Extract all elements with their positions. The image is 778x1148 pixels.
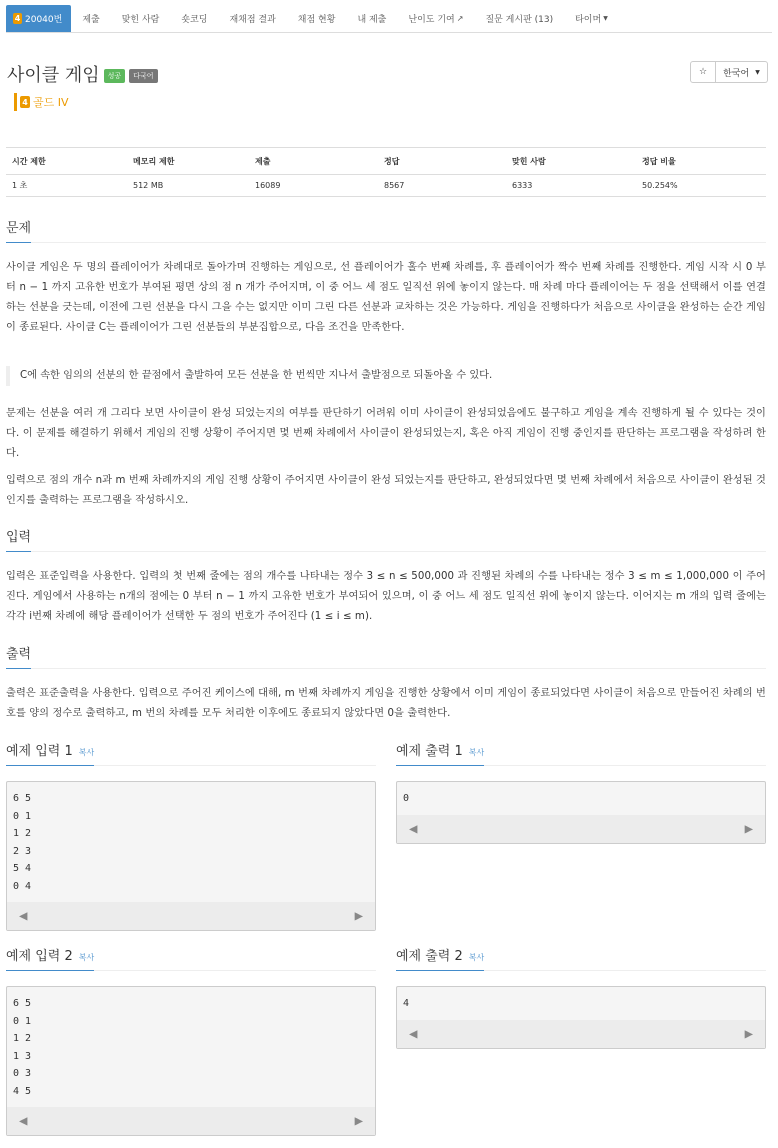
language-badge: 다국어 xyxy=(129,69,157,83)
title-row xyxy=(7,61,158,87)
scroll-right-icon[interactable]: ▶ xyxy=(744,1026,753,1042)
header-solved-users: 맞힌 사람 xyxy=(506,148,636,175)
sample-output-1-header xyxy=(396,740,766,766)
problem-section-header xyxy=(6,217,766,243)
sample-output-1-label: 예제 출력 1 xyxy=(396,744,463,759)
copy-sample-input-1-link[interactable]: 복사 xyxy=(78,748,95,757)
tier-link[interactable] xyxy=(14,93,69,111)
problem-description-p3: 입력으로 점의 개수 n과 m 번째 차례까지의 게임 진행 상황이 주어지면 사이클이 완성 되었는지를 판단하고, 완성되었다면 몇 번째 차례에서 처음으로 사이클이 완성된 것인지를 출력하는 프로그램을 작성하시오. xyxy=(6,475,766,506)
nav-difficulty-label: 난이도 기여 xyxy=(408,15,455,25)
horizontal-scrollbar[interactable] xyxy=(397,1020,765,1048)
header-memory-limit: 메모리 제한 xyxy=(127,148,249,175)
sample-output-2-box xyxy=(396,986,766,1049)
output-section-header xyxy=(6,643,766,669)
tier-label: 골드 IV xyxy=(33,96,69,109)
input-section-title: 입력 xyxy=(6,526,31,552)
header-time-limit: 시간 제한 xyxy=(6,148,127,175)
nav-timer-dropdown[interactable] xyxy=(564,5,619,32)
sample-output-1-box xyxy=(396,781,766,844)
sample-output-1-text: 0 xyxy=(403,793,410,804)
nav-solved-users[interactable]: 맞힌 사람 xyxy=(121,15,160,25)
scroll-left-icon[interactable]: ◀ xyxy=(409,821,418,837)
table-header-row xyxy=(6,148,766,175)
scroll-right-icon[interactable]: ▶ xyxy=(744,821,753,837)
nav-rejudge-results[interactable]: 재채점 결과 xyxy=(229,15,276,25)
nav-problem-number[interactable] xyxy=(6,5,71,32)
problem-toolbar xyxy=(690,61,768,83)
caret-down-icon: ▼ xyxy=(755,68,760,76)
sample-output-2-header xyxy=(396,945,766,971)
scroll-left-icon[interactable]: ◀ xyxy=(19,908,28,924)
problem-description-p1: 사이클 게임은 두 명의 플레이어가 차례대로 돌아가며 진행하는 게임으로, 선 플레이어가 홀수 번째 차례를, 후 플레이어가 짝수 번째 차례를 진행한다. 게임 시작 시 0 부터 n − 1 까지 고유한 번호가 부여된 평면 상의 점 n 개가 주어지며, 이 중 어느 세 점도 일직선 위에 놓이지 않는다. 매 차례 마다 플레이어는 두 점을 선택해서 이를 연결하는 선분을 긋는데, 이전에 그린 선분을 다시 그을 수는 없지만 이미 그린 다른 선분과 교차하는 것은 가능하다. 게임을 진행하다가 처음으로 사이클을 완성하는 순간 게임이 종료된다. 사이클 C는 플레이어가 그린 선분들의 부분집합으로, 다음 조건을 만족한다. xyxy=(6,262,766,333)
scroll-left-icon[interactable]: ◀ xyxy=(19,1113,28,1129)
external-link-icon: ↗ xyxy=(456,14,464,23)
scroll-right-icon[interactable]: ▶ xyxy=(354,1113,363,1129)
problem-nav xyxy=(6,5,772,33)
sample-input-1-box xyxy=(6,781,376,931)
nav-problem-number-label: 20040번 xyxy=(25,15,63,25)
language-select-value: 한국어 xyxy=(723,68,750,79)
nav-question-board[interactable]: 질문 게시판 (13) xyxy=(485,15,554,25)
time-limit-value: 1 초 xyxy=(6,175,127,197)
sample-input-2-header xyxy=(6,945,376,971)
sample-input-1-header xyxy=(6,740,376,766)
sample-output-2-title xyxy=(396,945,484,971)
header-accepted: 정답 xyxy=(378,148,506,175)
output-description: 출력은 표준출력을 사용한다. 입력으로 주어진 케이스에 대해, m 번째 차례까지 게임을 진행한 상황에서 이미 게임이 종료되었다면 사이클이 처음으로 만들어진 차례의 번호를 양의 정수로 출력하고, m 번의 차례를 모두 처리한 이후에도 종료되지 않았다면 0을 출력한다. xyxy=(6,688,766,719)
solved-users-value: 6333 xyxy=(506,175,636,197)
nav-timer-label: 타이머 xyxy=(575,15,602,25)
accept-ratio-value: 50.254% xyxy=(636,175,766,197)
copy-sample-input-2-link[interactable]: 복사 xyxy=(78,953,95,962)
horizontal-scrollbar[interactable] xyxy=(7,902,375,930)
sample-input-2-box xyxy=(6,986,376,1136)
sample-input-1-label: 예제 입력 1 xyxy=(6,744,73,759)
problem-description-p2: 문제는 선분을 여러 개 그리다 보면 사이클이 완성 되었는지의 여부를 판단하기 어려워 이미 사이클이 완성되었음에도 불구하고 게임을 계속 진행하게 될 수 있다는 것이다. 이 문제를 해결하기 위해서 게임의 진행 상황이 주어지면 몇 번째 차례에서 사이클이 완성되었는지, 혹은 아직 게임이 진행 중인지를 판단하는 프로그램을 작성하려 한다. xyxy=(6,408,766,459)
copy-sample-output-1-link[interactable]: 복사 xyxy=(468,748,485,757)
sample-input-1-title xyxy=(6,740,94,766)
cycle-definition-quote: C에 속한 임의의 선분의 한 끝점에서 출발하여 모든 선분을 한 번씩만 지나서 출발점으로 되돌아올 수 있다. xyxy=(6,366,766,386)
sample-input-2-title xyxy=(6,945,94,971)
sample-input-2-text: 6 5 0 1 1 2 1 3 0 3 4 5 xyxy=(13,998,32,1097)
nav-difficulty-contribution[interactable] xyxy=(397,5,474,32)
problem-section-title: 문제 xyxy=(6,217,31,243)
language-select[interactable] xyxy=(716,61,768,83)
sample-output-2-label: 예제 출력 2 xyxy=(396,949,463,964)
sample-output-2-text: 4 xyxy=(403,998,410,1009)
output-section-title: 출력 xyxy=(6,643,31,669)
copy-sample-output-2-link[interactable]: 복사 xyxy=(468,953,485,962)
input-description: 입력은 표준입력을 사용한다. 입력의 첫 번째 줄에는 점의 개수를 나타내는 정수 3 ≤ n ≤ 500,000 과 진행된 차례의 수를 나타내는 정수 3 ≤ m ≤ 1,000,000 이 주어진다. 게임에서 사용하는 n개의 점에는 0 부터 n − 1 까지 고유한 번호가 부여되어 있으며, 이 중 어느 세 점도 일직선 위에 놓이지 않는다. 이어지는 m 개의 입력 줄에는 각각 i번째 차례에 해당 플레이어가 선택한 두 점의 번호가 주어진다 (1 ≤ i ≤ m). xyxy=(6,571,766,622)
nav-submit[interactable]: 제출 xyxy=(82,15,100,25)
accepted-value: 8567 xyxy=(378,175,506,197)
memory-limit-value: 512 MB xyxy=(127,175,249,197)
table-row xyxy=(6,175,766,197)
nav-my-submissions[interactable]: 내 제출 xyxy=(357,15,387,25)
scroll-right-icon[interactable]: ▶ xyxy=(354,908,363,924)
horizontal-scrollbar[interactable] xyxy=(7,1107,375,1135)
tier-badge-icon: 4 xyxy=(14,14,21,23)
star-button[interactable] xyxy=(690,61,716,83)
star-icon: ☆ xyxy=(698,67,708,77)
tier-badge-icon: 4 xyxy=(20,96,30,108)
horizontal-scrollbar[interactable] xyxy=(397,815,765,843)
status-badge: 성공 xyxy=(104,69,126,83)
nav-short-coding[interactable]: 숏코딩 xyxy=(181,15,208,25)
problem-info-table xyxy=(6,147,766,197)
sample-input-1-text: 6 5 0 1 1 2 2 3 5 4 0 4 xyxy=(13,793,32,892)
header-submissions: 제출 xyxy=(249,148,378,175)
sample-input-2-label: 예제 입력 2 xyxy=(6,949,73,964)
input-section-header xyxy=(6,526,766,552)
caret-down-icon: ▼ xyxy=(603,15,608,22)
submissions-value: 16089 xyxy=(249,175,378,197)
sample-output-1-title xyxy=(396,740,484,766)
page-title: 사이클 게임 xyxy=(7,65,100,86)
header-accept-ratio: 정답 비율 xyxy=(636,148,766,175)
nav-judge-status[interactable]: 채점 현황 xyxy=(297,15,336,25)
scroll-left-icon[interactable]: ◀ xyxy=(409,1026,418,1042)
